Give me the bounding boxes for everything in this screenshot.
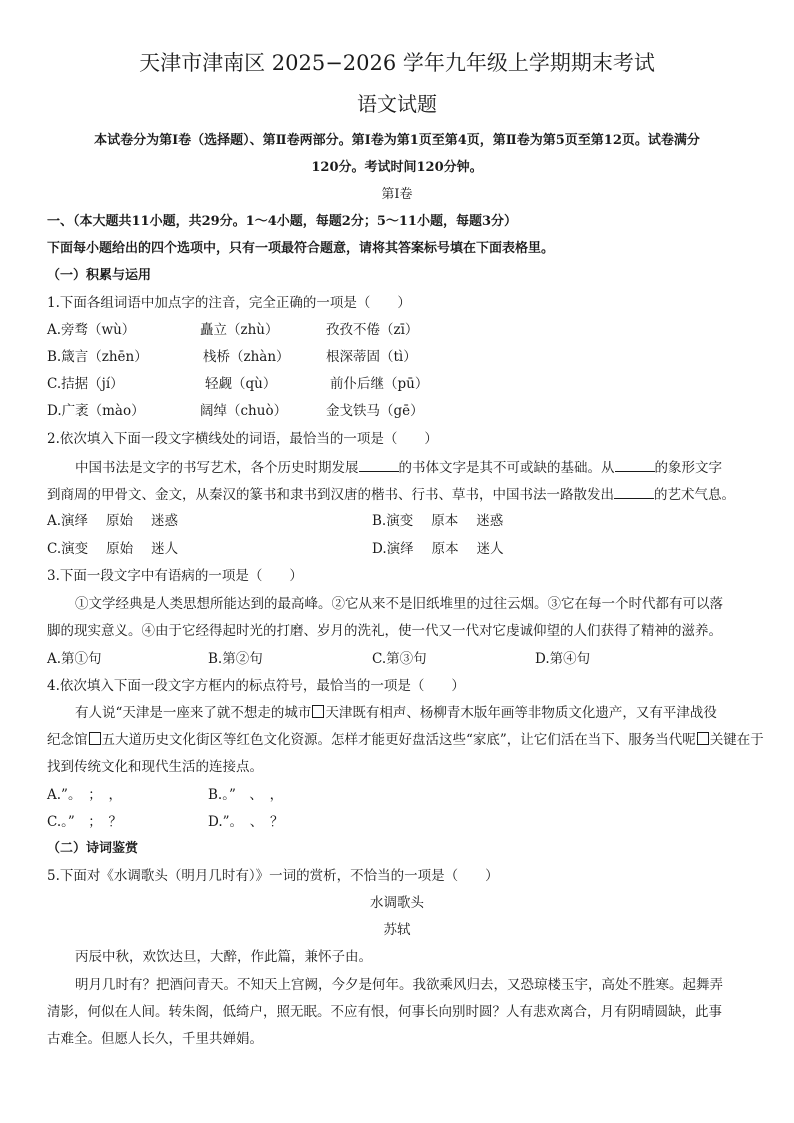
question-4-stem: 4.依次填入下面一段文字方框内的标点符号，最恰当的一项是（ ）	[47, 678, 465, 694]
part-label: 第Ⅰ卷	[381, 187, 413, 202]
q2-option-a	[47, 511, 178, 531]
q2-passage-text: 的书体文字是其不可或缺的基础。从	[398, 460, 615, 476]
q1-option-d-2: 阔绰（chuò）	[200, 403, 288, 419]
q1-option-c-3: 前仆后继（pū）	[330, 376, 429, 392]
exam-subtitle: 语文试题	[357, 92, 437, 116]
poem-line-2: 清影，何似在人间。转朱阁，低绮户，照无眠。不应有恨，何事长向别时圆？人有悲欢离合，月有阴晴圆缺，此事	[47, 1004, 722, 1020]
q2-option-d	[372, 539, 504, 559]
q4-option-a: A.”。 ； ，	[47, 787, 122, 803]
question-2-stem: 2.依次填入下面一段文字横线处的词语，最恰当的一项是（ ）	[47, 431, 438, 447]
q2-option-c	[47, 539, 178, 559]
q4-passage-line-3: 找到传统文化和现代生活的连接点。	[47, 759, 263, 775]
q2-option-word: D.演绎	[372, 541, 414, 557]
q4-option-d: D.”。 、 ？	[208, 814, 284, 830]
q2-option-word: 迷惑	[476, 513, 504, 529]
q4-option-c: C.。” ； ？	[47, 814, 123, 830]
q2-passage-text: 的艺术气息。	[654, 487, 735, 503]
question-1-stem: 1.下面各组词语中加点字的注音，完全正确的一项是（ ）	[47, 295, 411, 311]
q2-option-word: B.演变	[372, 513, 414, 529]
q2-option-word: 迷人	[476, 541, 504, 557]
q1-option-c-2: 轻觑（qù）	[205, 376, 277, 392]
q3-passage-line-2: 脚的现实意义。④由于它经得起时光的打磨、岁月的洗礼，使一代又一代对它虔诚仰望的人们获得了精神的滋养。	[47, 623, 722, 639]
q4-passage-line-2	[47, 730, 764, 750]
blank-box	[312, 705, 324, 718]
subsection-heading: （一）积累与运用	[47, 268, 152, 283]
q2-passage-text: 中国书法是文字的书写艺术，各个历史时期发展	[75, 460, 359, 476]
q3-option-c: C.第③句	[372, 651, 427, 667]
q4-passage-text: 关键在于	[709, 732, 764, 748]
q4-passage-line-1	[75, 703, 717, 723]
q1-option-b-3: 根深蒂固（tì）	[326, 349, 417, 365]
q2-option-word: 迷人	[151, 541, 179, 557]
question-3-stem: 3.下面一段文字中有语病的一项是（ ）	[47, 568, 303, 584]
section1-instruction: 下面每小题给出的四个选项中，只有一项最符合题意，请将其答案标号填在下面表格里。	[47, 241, 555, 256]
q2-option-word: 原本	[431, 513, 459, 529]
q1-option-d-1: D.广袤（mào）	[47, 403, 145, 419]
q4-option-b: B.。” 、 ，	[208, 787, 284, 803]
question-5-stem: 5.下面对《水调歌头（明月几时有）》一词的赏析，不恰当的一项是（ ）	[47, 868, 499, 884]
intro-line-1: 本试卷分为第Ⅰ卷（选择题）、第Ⅱ卷两部分。第Ⅰ卷为第1页至第4页，第Ⅱ卷为第5页至第12页。试卷满分	[94, 133, 700, 148]
q2-passage-text: 的象形文字	[654, 460, 722, 476]
q1-option-b-1: B.箴言（zhēn）	[47, 349, 148, 365]
q2-passage-line-2	[47, 484, 735, 505]
q2-option-word: 迷惑	[151, 513, 179, 529]
poem-line-1: 明月几时有？把酒问青天。不知天上宫阙，今夕是何年。我欲乘风归去，又恐琼楼玉宇，高处不胜寒。起舞弄	[75, 977, 723, 993]
q4-passage-text: 纪念馆	[47, 732, 88, 748]
q2-option-word: 原本	[431, 541, 459, 557]
q1-option-a-3: 孜孜不倦（zī）	[326, 322, 419, 338]
q2-option-word: 原始	[106, 541, 134, 557]
q3-passage-line-1: ①文学经典是人类思想所能达到的最高峰。②它从来不是旧纸堆里的过往云烟。③它在每一个时代都有可以落	[75, 596, 723, 612]
q1-option-b-2: 栈桥（zhàn）	[203, 349, 290, 365]
q3-option-d: D.第④句	[535, 651, 591, 667]
q4-passage-text: 有人说“天津是一座来了就不想走的城市	[75, 705, 312, 721]
q1-option-a-1: A.旁骛（wù）	[47, 322, 136, 338]
q2-option-word: C.演变	[47, 541, 89, 557]
q1-option-c-1: C.拮据（jí）	[47, 376, 124, 392]
q2-option-word: A.演绎	[47, 513, 89, 529]
q3-option-b: B.第②句	[208, 651, 263, 667]
poem-title: 水调歌头	[370, 895, 424, 911]
q2-option-word: 原始	[106, 513, 134, 529]
poem-preface: 丙辰中秋，欢饮达旦，大醉，作此篇，兼怀子由。	[75, 949, 372, 965]
blank-line	[359, 457, 399, 472]
q2-passage-text: 到商周的甲骨文、金文，从秦汉的篆书和隶书到汉唐的楷书、行书、草书，中国书法一路散发出	[47, 487, 614, 503]
subsection-heading: （二）诗词鉴赏	[47, 841, 139, 856]
q4-passage-text: 天津既有相声、杨柳青木版年画等非物质文化遗产，又有平津战役	[325, 705, 717, 721]
q1-option-d-3: 金戈铁马（gē）	[326, 403, 424, 419]
q1-option-a-2: 矗立（zhù）	[200, 322, 279, 338]
blank-line	[615, 457, 655, 472]
q2-option-b	[372, 511, 503, 531]
blank-box	[697, 732, 709, 745]
intro-line-2: 120分。考试时间120分钟。	[311, 160, 483, 175]
poem-author: 苏轼	[383, 922, 411, 938]
blank-line	[614, 484, 654, 499]
q4-passage-text: 五大道历史文化街区等红色文化资源。怎样才能更好盘活这些“家底”，让它们活在当下、服务当代呢	[101, 732, 696, 748]
blank-box	[89, 732, 101, 745]
exam-title: 天津市津南区 2025−2026 学年九年级上学期期末考试	[139, 51, 655, 75]
section1-header: 一、（本大题共11小题，共29分。1～4小题，每题2分；5～11小题，每题3分）	[47, 214, 517, 229]
q3-option-a: A.第①句	[47, 651, 102, 667]
poem-line-3: 古难全。但愿人长久，千里共婵娟。	[47, 1031, 263, 1047]
q2-passage-line-1	[75, 457, 722, 478]
